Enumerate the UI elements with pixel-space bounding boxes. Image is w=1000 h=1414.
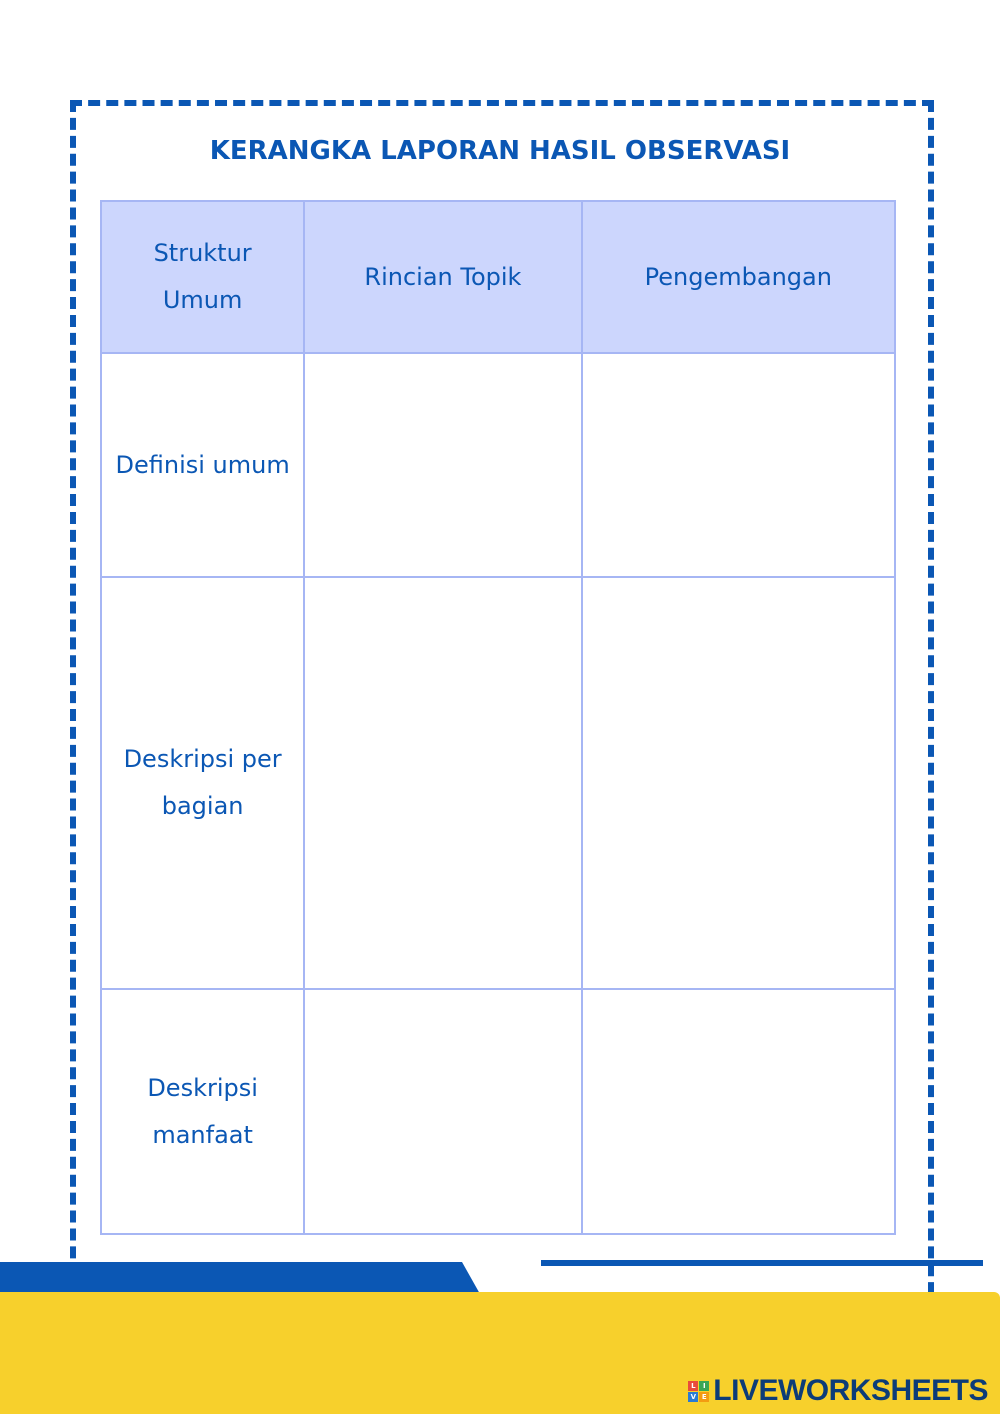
header-pengembangan — [582, 201, 895, 353]
footer-blue-band — [0, 1262, 480, 1294]
header-struktur-umum — [101, 201, 304, 353]
pengembangan-cell[interactable] — [582, 577, 895, 989]
row-label: Deskripsi manfaat — [147, 1073, 258, 1149]
header-rincian-topik-label: Rincian Topik — [364, 262, 522, 291]
logo-tile-v: V — [688, 1392, 698, 1402]
liveworksheets-logo-icon — [688, 1381, 709, 1402]
row-label: Definisi umum — [115, 450, 290, 479]
header-pengembangan-label: Pengembangan — [644, 262, 832, 291]
table-row — [101, 989, 895, 1234]
table-header-row — [101, 201, 895, 353]
logo-tile-i: I — [699, 1381, 709, 1391]
row-label: Deskripsi per bagian — [123, 745, 282, 820]
table-row — [101, 353, 895, 577]
logo-tile-e: E — [699, 1392, 709, 1402]
observation-framework-table — [100, 200, 896, 1235]
pengembangan-cell[interactable] — [582, 353, 895, 577]
rincian-topik-cell[interactable] — [304, 577, 581, 989]
pengembangan-cell[interactable] — [582, 989, 895, 1234]
rincian-topik-cell[interactable] — [304, 353, 581, 577]
row-label-cell — [101, 989, 304, 1234]
header-struktur-umum-label: Struktur Umum — [153, 239, 252, 314]
row-label-cell — [101, 577, 304, 989]
liveworksheets-brand[interactable] — [688, 1374, 988, 1408]
brand-name: LIVEWORKSHEETS — [713, 1374, 988, 1407]
table-row — [101, 577, 895, 989]
row-label-cell — [101, 353, 304, 577]
logo-tile-l: L — [688, 1381, 698, 1391]
page-title: KERANGKA LAPORAN HASIL OBSERVASI — [209, 136, 791, 166]
footer-blue-line — [541, 1260, 983, 1266]
rincian-topik-cell[interactable] — [304, 989, 581, 1234]
header-rincian-topik — [304, 201, 581, 353]
